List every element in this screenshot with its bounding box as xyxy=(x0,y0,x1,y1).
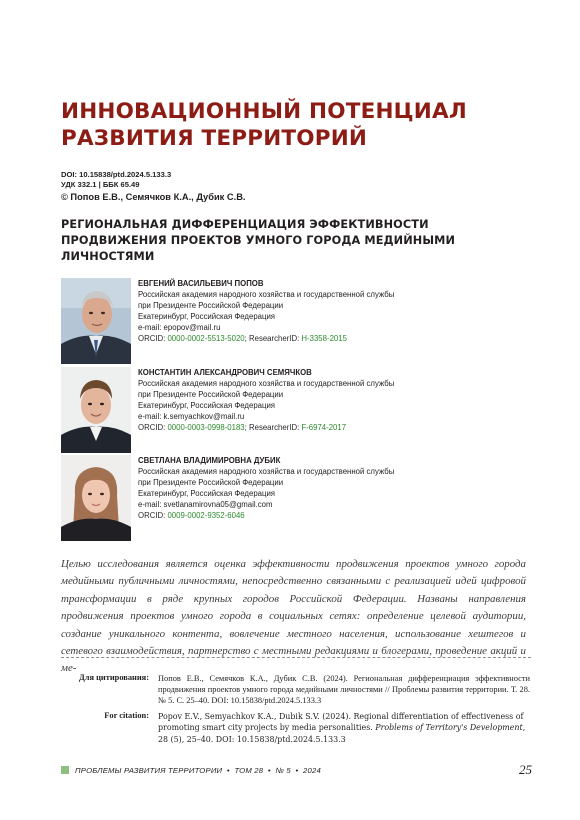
author-photo xyxy=(61,455,131,541)
citation-label-ru: Для цитирования: xyxy=(79,673,149,682)
section-title: ИННОВАЦИОННЫЙ ПОТЕНЦИАЛ РАЗВИТИЯ ТЕРРИТОРИЙ xyxy=(61,99,467,151)
author-photo xyxy=(61,367,131,453)
citation-text-en xyxy=(158,711,530,745)
citation-en-part: , 28 (5), 25–40. DOI: 10.15838/ptd.2024.5.133.3 xyxy=(158,723,526,744)
udk-bbk: УДК 332.1 | ББК 65.49 xyxy=(61,180,140,189)
author-card xyxy=(61,455,536,541)
article-title: РЕГИОНАЛЬНАЯ ДИФФЕРЕНЦИАЦИЯ ЭФФЕКТИВНОСТИ ПРОДВИЖЕНИЯ ПРОЕКТОВ УМНОГО ГОРОДА МЕДИЙНЫМИ ЛИЧНОСТЯМИ xyxy=(61,218,456,263)
author-ids xyxy=(138,422,538,433)
copyright: © Попов Е.В., Семячков К.А., Дубик С.В. xyxy=(61,192,246,202)
orcid-link[interactable]: 0000-0002-5513-5020 xyxy=(167,334,245,344)
orcid-label: ORCID: xyxy=(138,423,168,433)
author-email[interactable]: e-mail: k.semyachkov@mail.ru xyxy=(138,412,245,422)
running-footer: ПРОБЛЕМЫ РАЗВИТИЯ ТЕРРИТОРИИ • ТОМ 28 • № 5 • 2024 xyxy=(75,766,321,775)
author-photo xyxy=(61,278,131,364)
author-city: Екатеринбург, Российская Федерация xyxy=(138,401,276,411)
portrait-man-gray-hair-icon xyxy=(61,278,131,364)
author-affiliation: при Президенте Российской Федерации xyxy=(138,390,284,400)
divider xyxy=(61,657,531,658)
citation-text-ru: Попов Е.В., Семячков К.А., Дубик С.В. (2024). Региональная дифференциация эффективности продвижения проектов умного города медийными личностями // Проблемы развития территории. Т. 28. № 5. С. 25–40. DOI: 10.15838/ptd.2024.5.133.3 xyxy=(158,674,530,706)
author-affiliation: Российская академия народного хозяйства и государственной службы xyxy=(138,290,395,300)
author-affiliation: Российская академия народного хозяйства и государственной службы xyxy=(138,467,395,477)
researcherid-label: ; ResearcherID: xyxy=(244,334,302,344)
citation-en-part: Popov E.V., Semyachkov K.A., Dubik S.V. (2024). Regional differentiation of effectiveness of promoting smart city projects by media personalities. xyxy=(158,712,524,733)
author-email[interactable]: e-mail: epopov@mail.ru xyxy=(138,323,221,333)
author-affiliation: при Президенте Российской Федерации xyxy=(138,301,284,311)
author-city: Екатеринбург, Российская Федерация xyxy=(138,312,276,322)
author-name: СВЕТЛАНА ВЛАДИМИРОВНА ДУБИК xyxy=(138,456,281,465)
author-ids xyxy=(138,333,538,344)
orcid-label: ORCID: xyxy=(138,334,168,344)
researcherid-link[interactable]: F-6974-2017 xyxy=(301,423,347,433)
author-name: ЕВГЕНИЙ ВАСИЛЬЕВИЧ ПОПОВ xyxy=(138,279,264,288)
author-name: КОНСТАНТИН АЛЕКСАНДРОВИЧ СЕМЯЧКОВ xyxy=(138,368,312,377)
researcherid-link[interactable]: H-3358-2015 xyxy=(301,334,347,344)
doi[interactable]: DOI: 10.15838/ptd.2024.5.133.3 xyxy=(61,170,172,179)
page-number: 25 xyxy=(519,762,532,777)
author-card xyxy=(61,278,536,364)
abstract: Целью исследования является оценка эффективности продвижения проектов умного города медийными публичными личностями, непосредственно связанными с реализацией идей цифровой трансформации в ряде крупных городов Российской Федерации. Названы направления продвижения проектов умного города в социальных сетях: определение целевой аудитории, создание уникального контента, вовлечение местного населения, использование хештегов и сетевого взаимодействия, партнерство с местными редакциями и блогерами, проведение акций и ме- xyxy=(61,558,526,675)
portrait-man-brown-hair-icon xyxy=(61,367,131,453)
author-ids xyxy=(138,510,538,521)
orcid-link[interactable]: 0009-0002-9352-6046 xyxy=(167,511,245,521)
author-affiliation: Российская академия народного хозяйства и государственной службы xyxy=(138,379,395,389)
portrait-woman-icon xyxy=(61,455,131,541)
author-email[interactable]: e-mail: svetlanamirovna05@gmail.com xyxy=(138,500,273,510)
author-city: Екатеринбург, Российская Федерация xyxy=(138,489,276,499)
citation-label-en: For citation: xyxy=(104,711,149,720)
orcid-label: ORCID: xyxy=(138,511,168,521)
author-card xyxy=(61,367,536,453)
footer-square-icon xyxy=(61,766,69,774)
orcid-link[interactable]: 0000-0003-0998-0183 xyxy=(167,423,245,433)
researcherid-label: ; ResearcherID: xyxy=(244,423,302,433)
citation-en-journal: Problems of Territory's Development xyxy=(375,723,523,733)
author-affiliation: при Президенте Российской Федерации xyxy=(138,478,284,488)
